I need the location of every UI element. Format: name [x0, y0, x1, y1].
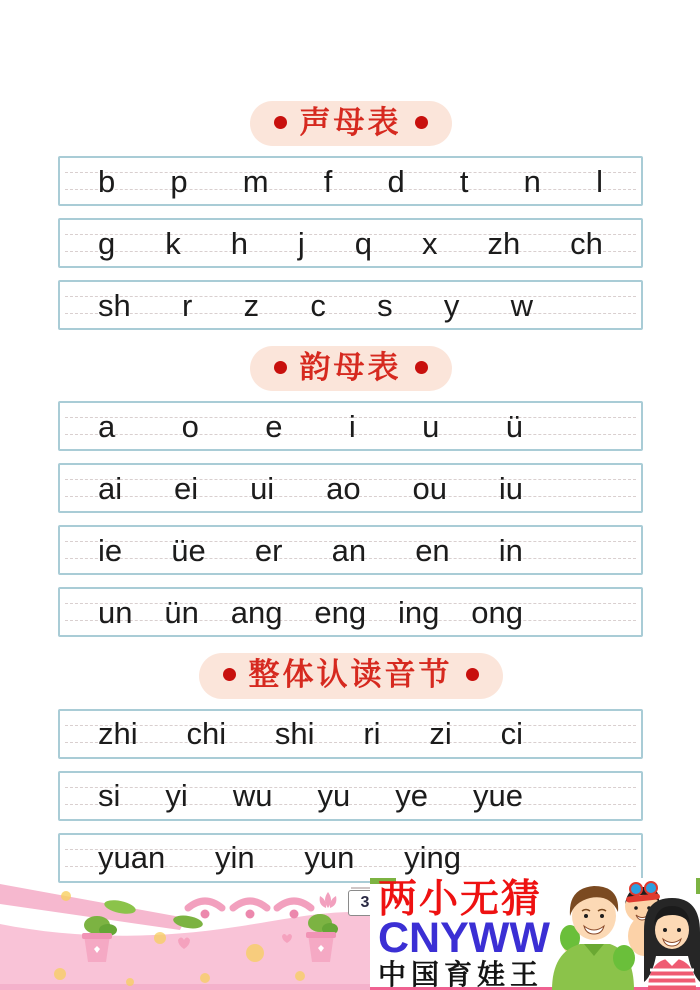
dad-character: [552, 886, 635, 990]
pinyin-cell: ch: [570, 225, 603, 261]
title-dot-icon: [415, 361, 428, 374]
pinyin-row: [58, 218, 643, 268]
brand-text: [378, 880, 550, 990]
pinyin-cell: zh: [487, 225, 521, 261]
pinyin-cell: wu: [232, 778, 273, 814]
pinyin-cell: o: [181, 408, 199, 444]
pinyin-cell: j: [297, 225, 305, 261]
section-title-label: 韵母表: [299, 350, 402, 386]
section-title-wrap: [58, 653, 643, 698]
pinyin-cell: f: [323, 163, 333, 199]
pinyin-cell: g: [98, 225, 116, 261]
brand-logo: [370, 878, 700, 990]
pinyin-cell: k: [165, 225, 181, 261]
pinyin-row: [58, 771, 643, 821]
pinyin-cell: m: [242, 163, 269, 199]
pinyin-cell: ri: [363, 716, 381, 752]
pinyin-cell: yu: [317, 778, 351, 814]
pinyin-cell: l: [596, 163, 603, 199]
pinyin-cell: sh: [98, 287, 131, 323]
pinyin-cell: t: [459, 163, 469, 199]
pinyin-cell: ie: [98, 532, 123, 568]
pinyin-cell: si: [98, 778, 121, 814]
pinyin-cell: yi: [165, 778, 188, 814]
pinyin-cell: yuan: [98, 840, 166, 876]
pinyin-cell: ong: [471, 594, 523, 630]
section-title: [199, 653, 503, 698]
pinyin-cell: ye: [395, 778, 428, 814]
pinyin-cell: ang: [230, 594, 283, 630]
pinyin-cell: ing: [398, 594, 440, 630]
section-title-label: 声母表: [299, 105, 402, 140]
pinyin-cell: r: [182, 287, 193, 323]
section-title-wrap: [58, 101, 643, 146]
pinyin-cell: q: [354, 225, 373, 261]
section-title-label: 整体认读音节: [248, 657, 453, 693]
title-dot-icon: [466, 668, 479, 681]
pinyin-cell: chi: [186, 716, 227, 752]
mom-character: [644, 898, 700, 990]
pinyin-cell: ao: [326, 470, 361, 506]
pinyin-cell: u: [422, 408, 440, 444]
pinyin-cell: zhi: [98, 716, 138, 752]
section-title: [250, 101, 452, 146]
pinyin-cell: eng: [314, 594, 367, 630]
pinyin-cell: ui: [250, 470, 275, 506]
pinyin-row: [58, 709, 643, 759]
brand-tagline: 中国育娃王: [378, 958, 544, 990]
footer: [0, 878, 700, 990]
pinyin-cell: yun: [304, 840, 355, 876]
pinyin-row: [58, 587, 643, 637]
pinyin-cell: yue: [473, 778, 523, 814]
pinyin-cell: ci: [500, 716, 523, 752]
pinyin-cell: shi: [274, 716, 315, 752]
page-number-value: 3: [360, 894, 370, 911]
pinyin-cell: ou: [412, 470, 447, 506]
pinyin-cell: y: [443, 287, 460, 323]
pinyin-cell: s: [377, 287, 393, 323]
pinyin-cell: ai: [98, 470, 123, 506]
pinyin-cell: n: [523, 163, 541, 199]
pinyin-row: [58, 401, 643, 451]
pinyin-cell: üe: [171, 532, 206, 568]
title-dot-icon: [274, 116, 287, 129]
pinyin-row: [58, 833, 643, 883]
pinyin-cell: i: [348, 408, 356, 444]
pinyin-cell: d: [387, 163, 405, 199]
pinyin-cell: iu: [498, 470, 523, 506]
pinyin-cell: z: [243, 287, 260, 323]
pinyin-cell: h: [230, 225, 248, 261]
pinyin-cell: w: [510, 287, 533, 323]
brand-name-chinese: 两小无猜: [378, 878, 543, 921]
pinyin-cell: a: [98, 408, 116, 444]
pinyin-cell: un: [98, 594, 133, 630]
pinyin-cell: yin: [214, 840, 255, 876]
title-dot-icon: [223, 668, 236, 681]
family-illustration: [532, 878, 700, 990]
pinyin-row: [58, 525, 643, 575]
pinyin-cell: an: [331, 532, 367, 568]
tulip-icon: [320, 892, 337, 908]
title-dot-icon: [415, 116, 428, 129]
pinyin-cell: en: [415, 532, 450, 568]
pinyin-row: [58, 156, 643, 206]
title-dot-icon: [274, 361, 287, 374]
pinyin-row: [58, 463, 643, 513]
pinyin-cell: p: [170, 163, 188, 199]
brand-name-latin: CNYWW: [378, 914, 550, 962]
pinyin-cell: x: [421, 225, 438, 261]
pinyin-cell: ei: [174, 470, 199, 506]
pinyin-cell: e: [265, 408, 283, 444]
pinyin-cell: b: [98, 163, 116, 199]
pinyin-row: [58, 280, 643, 330]
arc-eyes-decoration: [188, 901, 311, 908]
section-title: [250, 346, 452, 391]
pinyin-cell: in: [498, 532, 523, 568]
pinyin-cell: er: [254, 532, 283, 568]
pinyin-cell: c: [310, 287, 326, 323]
pinyin-cell: ying: [404, 840, 461, 876]
pinyin-cell: ün: [164, 594, 199, 630]
pinyin-chart: [58, 101, 643, 895]
pinyin-cell: zi: [429, 716, 452, 752]
section-title-wrap: [58, 346, 643, 391]
pinyin-cell: ü: [505, 408, 523, 444]
